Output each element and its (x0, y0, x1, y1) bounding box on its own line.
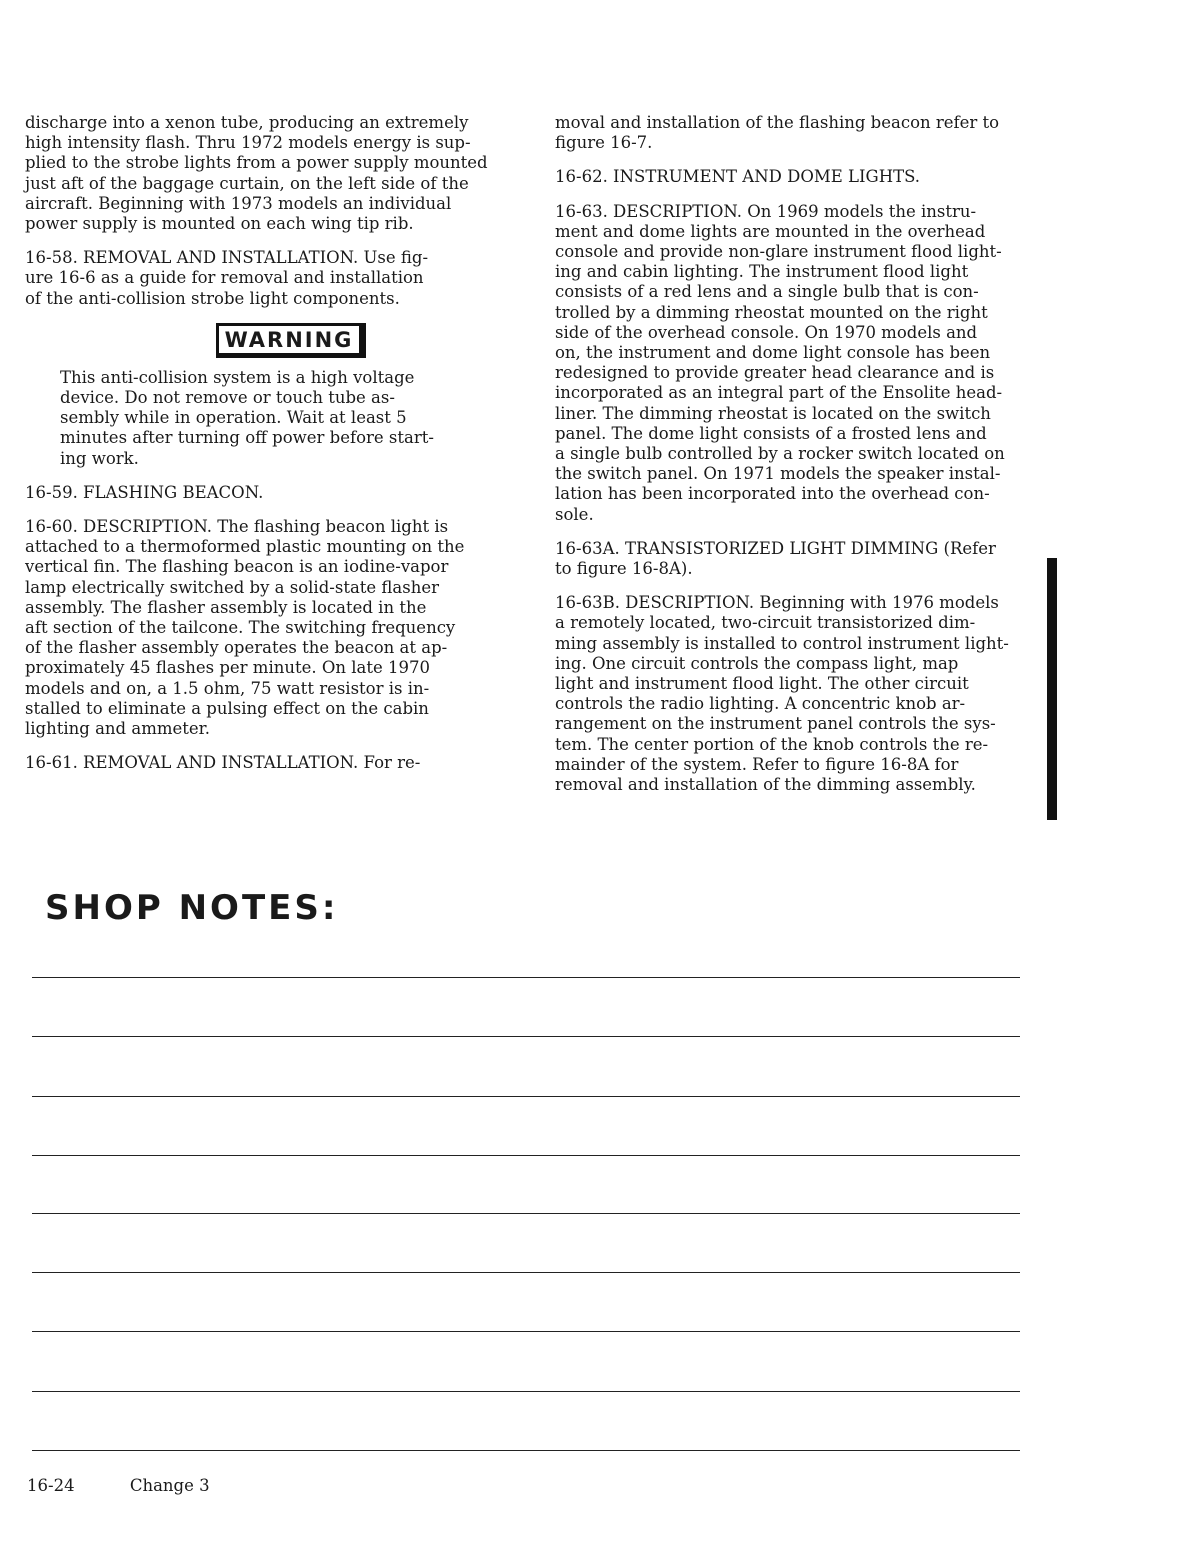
shop-notes-title: SHOP NOTES: (45, 888, 339, 928)
description-16-63b: 16-63B. DESCRIPTION. Beginning with 1976 models a remotely located, two-circuit transistorized dim- ming assembly is installed to control instrument light- ing. One circuit controls the compass light, map light and instrument flood light. The other circuit controls the radio lighting. A concentric knob ar- rangement on the instrument panel controls the sys- tem. The center portion of the knob controls the re- mainder of the system. Refer to figure 16-8A for removal and installation of the dimming assembly. (555, 593, 1009, 795)
change-bar (1047, 558, 1057, 820)
intro-paragraph: discharge into a xenon tube, producing an extremely high intensity flash. Thru 1972 models energy is sup- plied to the strobe lights from a power supply mounted just aft of the baggage curtain, on the left side of the aircraft. Beginning with 1973 models an individual power supply is mounted on each wing tip rib. (25, 113, 488, 234)
shop-notes-line (32, 1391, 1020, 1392)
shop-notes-line (32, 1331, 1020, 1332)
shop-notes-line (32, 1096, 1020, 1097)
warning-text: This anti-collision system is a high voltage device. Do not remove or touch tube as- sembly while in operation. Wait at least 5 minutes after turning off power before start- ing work. (60, 367, 434, 468)
removal-installation-16-61: 16-61. REMOVAL AND INSTALLATION. For re- (25, 753, 421, 773)
left-column (25, 113, 517, 787)
page-number: 16-24 (27, 1476, 75, 1495)
heading-flashing-beacon: 16-59. FLASHING BEACON. (25, 482, 264, 502)
heading-transistorized-dimming: 16-63A. TRANSISTORIZED LIGHT DIMMING (Refer to figure 16-8A). (555, 538, 996, 579)
shop-notes-line (32, 1155, 1020, 1156)
warning-container (25, 323, 517, 358)
removal-installation-16-58: 16-58. REMOVAL AND INSTALLATION. Use fig- ure 16-6 as a guide for removal and installation of the anti-collision strobe light components. (25, 248, 429, 308)
heading-instrument-dome-lights: 16-62. INSTRUMENT AND DOME LIGHTS. (555, 167, 921, 187)
right-column (555, 113, 1043, 809)
description-16-63: 16-63. DESCRIPTION. On 1969 models the instru- ment and dome lights are mounted in the overhead console and provide non-glare instrument flood light- ing and cabin lighting. The instrument flood light consists of a red lens and a single bulb that is con- trolled by a dimming rheostat mounted on the right side of the overhead console. On 1970 models and on, the instrument and dome light console has been redesigned to provide greater head clearance and is incorporated as an integral part of the Ensolite head- liner. The dimming rheostat is located on the switch panel. The dome light consists of a frosted lens and a single bulb controlled by a rocker switch located on the switch panel. On 1971 models the speaker instal- lation has been incorporated into the overhead con- sole. (555, 201, 1005, 524)
shop-notes-line (32, 1036, 1020, 1037)
warning-badge: WARNING (216, 323, 367, 358)
shop-notes-line (32, 1213, 1020, 1214)
shop-notes-line (32, 977, 1020, 978)
shop-notes-line (32, 1272, 1020, 1273)
description-16-60: 16-60. DESCRIPTION. The flashing beacon light is attached to a thermoformed plastic mounting on the vertical fin. The flashing beacon is an iodine-vapor lamp electrically switched by a solid-state flasher assembly. The flasher assembly is located in the aft section of the tailcone. The switching frequency of the flasher assembly operates the beacon at ap- proximately 45 flashes per minute. On late 1970 models and on, a 1.5 ohm, 75 watt resistor is in- stalled to eliminate a pulsing effect on the cabin lighting and ammeter. (25, 517, 465, 739)
shop-notes-line (32, 1450, 1020, 1451)
change-number: Change 3 (129, 1476, 210, 1495)
continuation-paragraph: moval and installation of the flashing beacon refer to figure 16-7. (555, 113, 1000, 153)
page-footer (27, 1476, 260, 1495)
